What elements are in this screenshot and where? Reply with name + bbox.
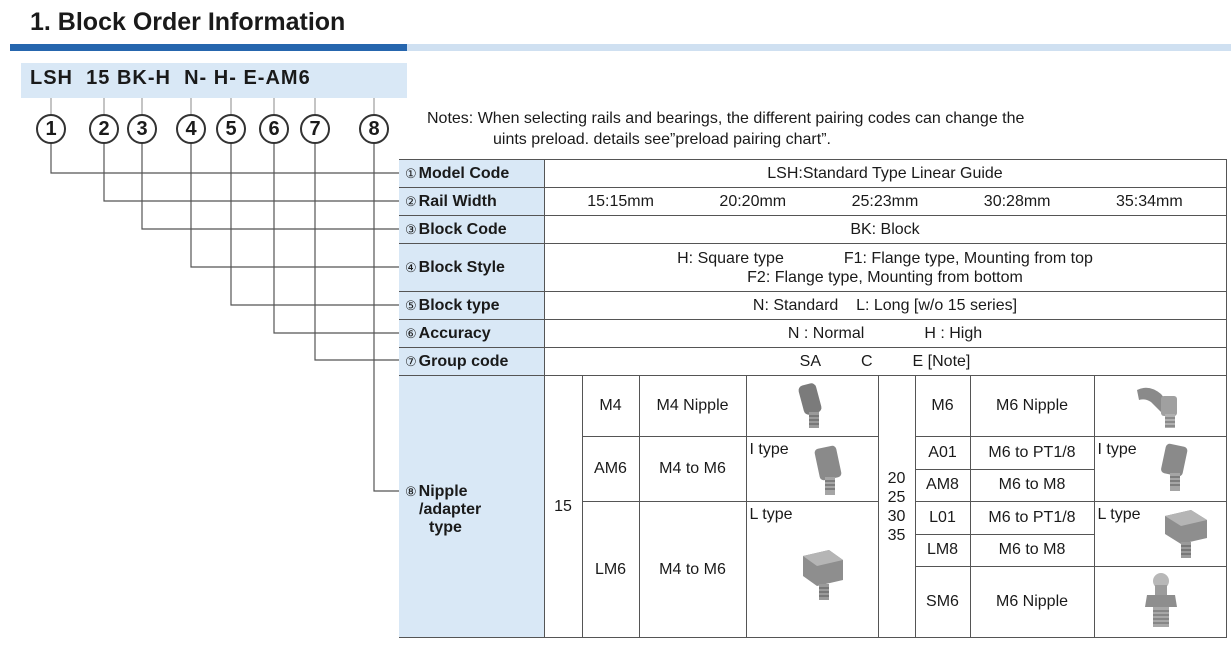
nipple-desc-sm6: M6 Nipple [970, 567, 1094, 638]
label-block-style: ④ Block Style [399, 244, 544, 292]
nipple-size-15: 15 [544, 376, 582, 638]
nipple-code-lm8: LM8 [915, 534, 970, 567]
code-sep: - [199, 67, 208, 89]
label-accuracy: ⑥ Accuracy [399, 320, 544, 348]
pic-label-l-type: L type [749, 506, 793, 523]
nipple-m6-elbow-icon [1131, 382, 1191, 430]
title-underline-light [407, 44, 1231, 51]
adapter-am6-icon [809, 445, 849, 499]
adapter-a01-icon [1155, 443, 1195, 497]
value-rail-width: 15:15mm 20:20mm 25:23mm 30:28mm 35:34mm [544, 188, 1226, 216]
code-sep: - [257, 67, 266, 89]
code-part-model: LSH [30, 67, 73, 89]
value-block-code: BK: Block [544, 216, 1226, 244]
nipple-pic-m6 [1094, 376, 1226, 437]
nipple-code-a01: A01 [915, 437, 970, 470]
value-accuracy: N : Normal H : High [544, 320, 1226, 348]
nipple-pic-m4 [746, 376, 878, 437]
label-group-code: ⑦ Group code [399, 348, 544, 376]
adapter-lm6-icon [799, 546, 849, 606]
circle-5: 5 [216, 114, 246, 144]
nipple-pic-a01 [1094, 437, 1226, 502]
nipple-code-am8: AM8 [915, 469, 970, 502]
notes [427, 108, 1024, 150]
row-model-code [399, 160, 1226, 188]
code-part-type: N [184, 67, 200, 89]
nipple-m4-icon [795, 382, 831, 432]
pic-label-i-type: I type [749, 441, 789, 458]
circle-6: 6 [259, 114, 289, 144]
notes-line-2: uints preload. details see”preload pairing chart”. [493, 131, 831, 148]
row-block-style [399, 244, 1226, 292]
nipple-code-sm6: SM6 [915, 567, 970, 638]
label-block-code: ③ Block Code [399, 216, 544, 244]
row-accuracy [399, 320, 1226, 348]
code-part-block: BK [116, 67, 148, 89]
code-sep: - [147, 67, 156, 89]
circle-3: 3 [127, 114, 157, 144]
nipple-pic-sm6 [1094, 567, 1226, 638]
section-title: 1. Block Order Information [30, 8, 346, 36]
row-rail-width [399, 188, 1226, 216]
nipple-desc-lm6: M4 to M6 [639, 502, 746, 638]
notes-line-1: Notes: When selecting rails and bearings, the different pairing codes can change the [427, 110, 1025, 127]
label-block-type: ⑤ Block type [399, 292, 544, 320]
pic-label-i-type-right: I type [1097, 441, 1137, 458]
row-group-code [399, 348, 1226, 376]
code-sep: - [229, 67, 237, 89]
nipple-desc-l01: M6 to PT1/8 [970, 502, 1094, 535]
nipple-sizes-right: 20 25 30 35 [878, 376, 915, 638]
nipple-code-l01: L01 [915, 502, 970, 535]
code-part-group: E [243, 67, 258, 89]
adapter-l01-icon [1161, 508, 1213, 564]
label-nipple: ⑧ Nipple /adapter type [399, 376, 544, 638]
circle-1: 1 [36, 114, 66, 144]
value-group-code: SA C E [Note] [544, 348, 1226, 376]
nipple-row-1 [399, 376, 1226, 437]
connector-lines [0, 0, 410, 500]
circle-7: 7 [300, 114, 330, 144]
nipple-code-am6: AM6 [582, 437, 639, 502]
nipple-desc-a01: M6 to PT1/8 [970, 437, 1094, 470]
row-block-type [399, 292, 1226, 320]
circle-4: 4 [176, 114, 206, 144]
nipple-desc-m4: M4 Nipple [639, 376, 746, 437]
nipple-pic-am6 [746, 437, 878, 502]
order-spec-table [399, 159, 1227, 638]
nipple-code-lm6: LM6 [582, 502, 639, 638]
nipple-pic-l01 [1094, 502, 1226, 567]
nipple-desc-am6: M4 to M6 [639, 437, 746, 502]
nipple-code-m6: M6 [915, 376, 970, 437]
circle-2: 2 [89, 114, 119, 144]
label-rail-width: ② Rail Width [399, 188, 544, 216]
code-part-style: H [155, 67, 171, 89]
code-part-nipple: AM6 [265, 67, 311, 89]
nipple-code-m4: M4 [582, 376, 639, 437]
value-block-type: N: Standard L: Long [w/o 15 series] [544, 292, 1226, 320]
circle-8: 8 [359, 114, 389, 144]
code-part-accuracy: H [213, 67, 230, 89]
nipple-pic-lm6 [746, 502, 878, 638]
value-block-style: H: Square type F1: Flange type, Mounting from top F2: Flange type, Mounting from bottom [544, 244, 1226, 292]
code-part-width: 15 [86, 67, 111, 89]
nipple-sm6-icon [1139, 571, 1183, 633]
label-model-code: ① Model Code [399, 160, 544, 188]
nipple-desc-lm8: M6 to M8 [970, 534, 1094, 567]
nipple-desc-am8: M6 to M8 [970, 469, 1094, 502]
row-block-code [399, 216, 1226, 244]
pic-label-l-type-right: L type [1097, 506, 1141, 523]
value-model-code: LSH:Standard Type Linear Guide [544, 160, 1226, 188]
nipple-desc-m6: M6 Nipple [970, 376, 1094, 437]
